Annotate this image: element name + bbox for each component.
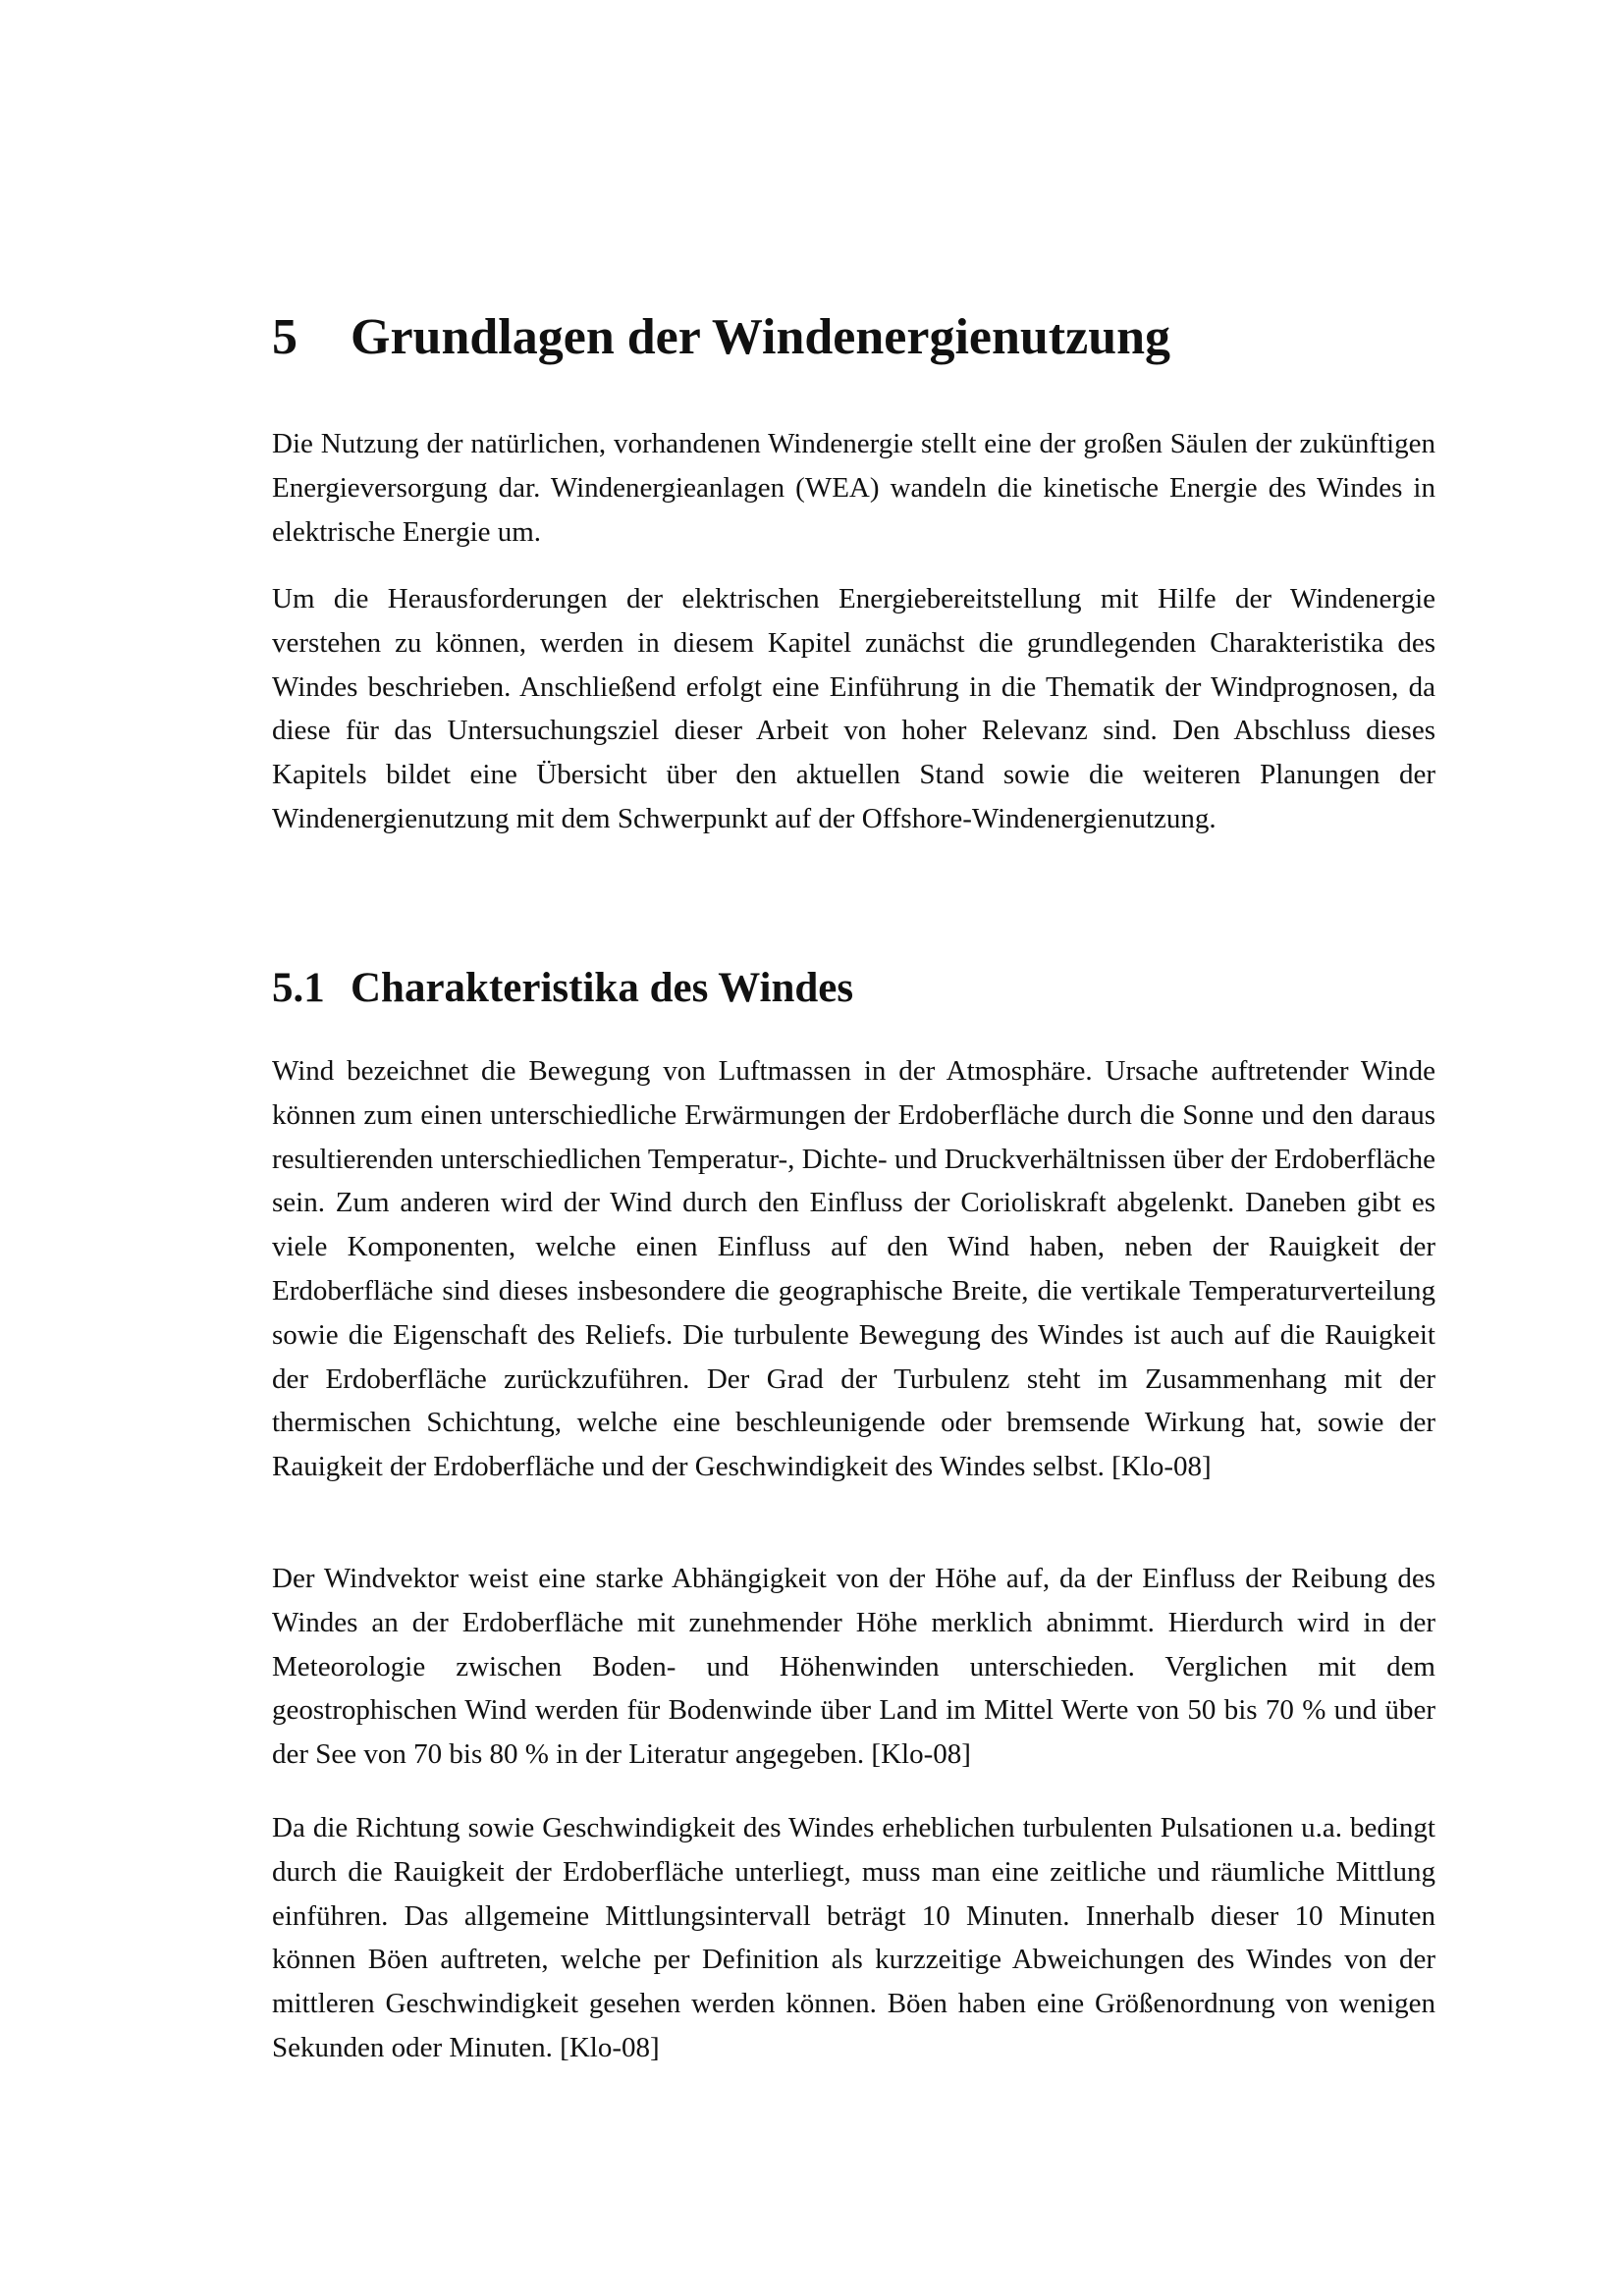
chapter-heading xyxy=(272,308,1170,367)
chapter-title: Grundlagen der Windenergienutzung xyxy=(351,309,1171,365)
intro-paragraph-1: Die Nutzung der natürlichen, vorhandenen Windenergie stellt eine der großen Säulen der zukünftigen Energieversorgung dar. Windenergieanlagen (WEA) wandeln die kinetische Energie des Windes in elektrische Energie um. xyxy=(272,428,1435,548)
section-paragraph-2: Der Windvektor weist eine starke Abhängigkeit von der Höhe auf, da der Einfluss der Reibung des Windes an der Erdoberfläche mit zunehmender Höhe merklich abnimmt. Hierdurch wird in der Meteorologie zwischen Boden- und Höhenwinden unterschieden. Verglichen mit dem geostrophischen Wind werden für Bodenwinde über Land im Mittel Werte von 50 bis 70 % und über der See von 70 bis 80 % in der Literatur angegeben. [Klo-08] xyxy=(272,1563,1435,1771)
intro-paragraph-2: Um die Herausforderungen der elektrischen Energiebereitstellung mit Hilfe der Windenergie verstehen zu können, werden in diesem Kapitel zunächst die grundlegenden Charakteristika des Windes beschrieben. Anschließend erfolgt eine Einführung in die Thematik der Windprognosen, da diese für das Untersuchungsziel dieser Arbeit von hoher Relevanz sind. Den Abschluss dieses Kapitels bildet eine Übersicht über den aktuellen Stand sowie die weiteren Planungen der Windenergienutzung mit dem Schwerpunkt auf der Offshore-Windenergienutzung. xyxy=(272,583,1435,834)
section-heading xyxy=(272,964,853,1013)
section-paragraph-1: Wind bezeichnet die Bewegung von Luftmassen in der Atmosphäre. Ursache auftretender Winde können zum einen unterschiedliche Erwärmungen der Erdoberfläche durch die Sonne und den daraus resultierenden unterschiedlichen Temperatur-, Dichte- und Druckverhältnissen über der Erdoberfläche sein. Zum anderen wird der Wind durch den Einfluss der Corioliskraft abgelenkt. Daneben gibt es viele Komponenten, welche einen Einfluss auf den Wind haben, neben der Rauigkeit der Erdoberfläche sind dieses insbesondere die geographische Breite, die vertikale Temperaturverteilung sowie die Eigenschaft des Reliefs. Die turbulente Bewegung des Windes ist auch auf die Rauigkeit der Erdoberfläche zurückzuführen. Der Grad der Turbulenz steht im Zusammenhang mit der thermischen Schichtung, welche eine beschleunigende oder bremsende Wirkung hat, sowie der Rauigkeit der Erdoberfläche und der Geschwindigkeit des Windes selbst. [Klo-08] xyxy=(272,1055,1435,1483)
section-number: 5.1 xyxy=(272,965,325,1011)
chapter-number: 5 xyxy=(272,309,298,365)
section-paragraph-3: Da die Richtung sowie Geschwindigkeit des Windes erheblichen turbulenten Pulsationen u.a. bedingt durch die Rauigkeit der Erdoberfläche unterliegt, muss man eine zeitliche und räumliche Mittlung einführen. Das allgemeine Mittlungsintervall beträgt 10 Minuten. Innerhalb dieser 10 Minuten können Böen auftreten, welche per Definition als kurzzeitige Abweichungen des Windes von der mittleren Geschwindigkeit gesehen werden können. Böen haben eine Größenordnung von wenigen Sekunden oder Minuten. [Klo-08] xyxy=(272,1812,1435,2063)
section-title: Charakteristika des Windes xyxy=(351,965,854,1011)
